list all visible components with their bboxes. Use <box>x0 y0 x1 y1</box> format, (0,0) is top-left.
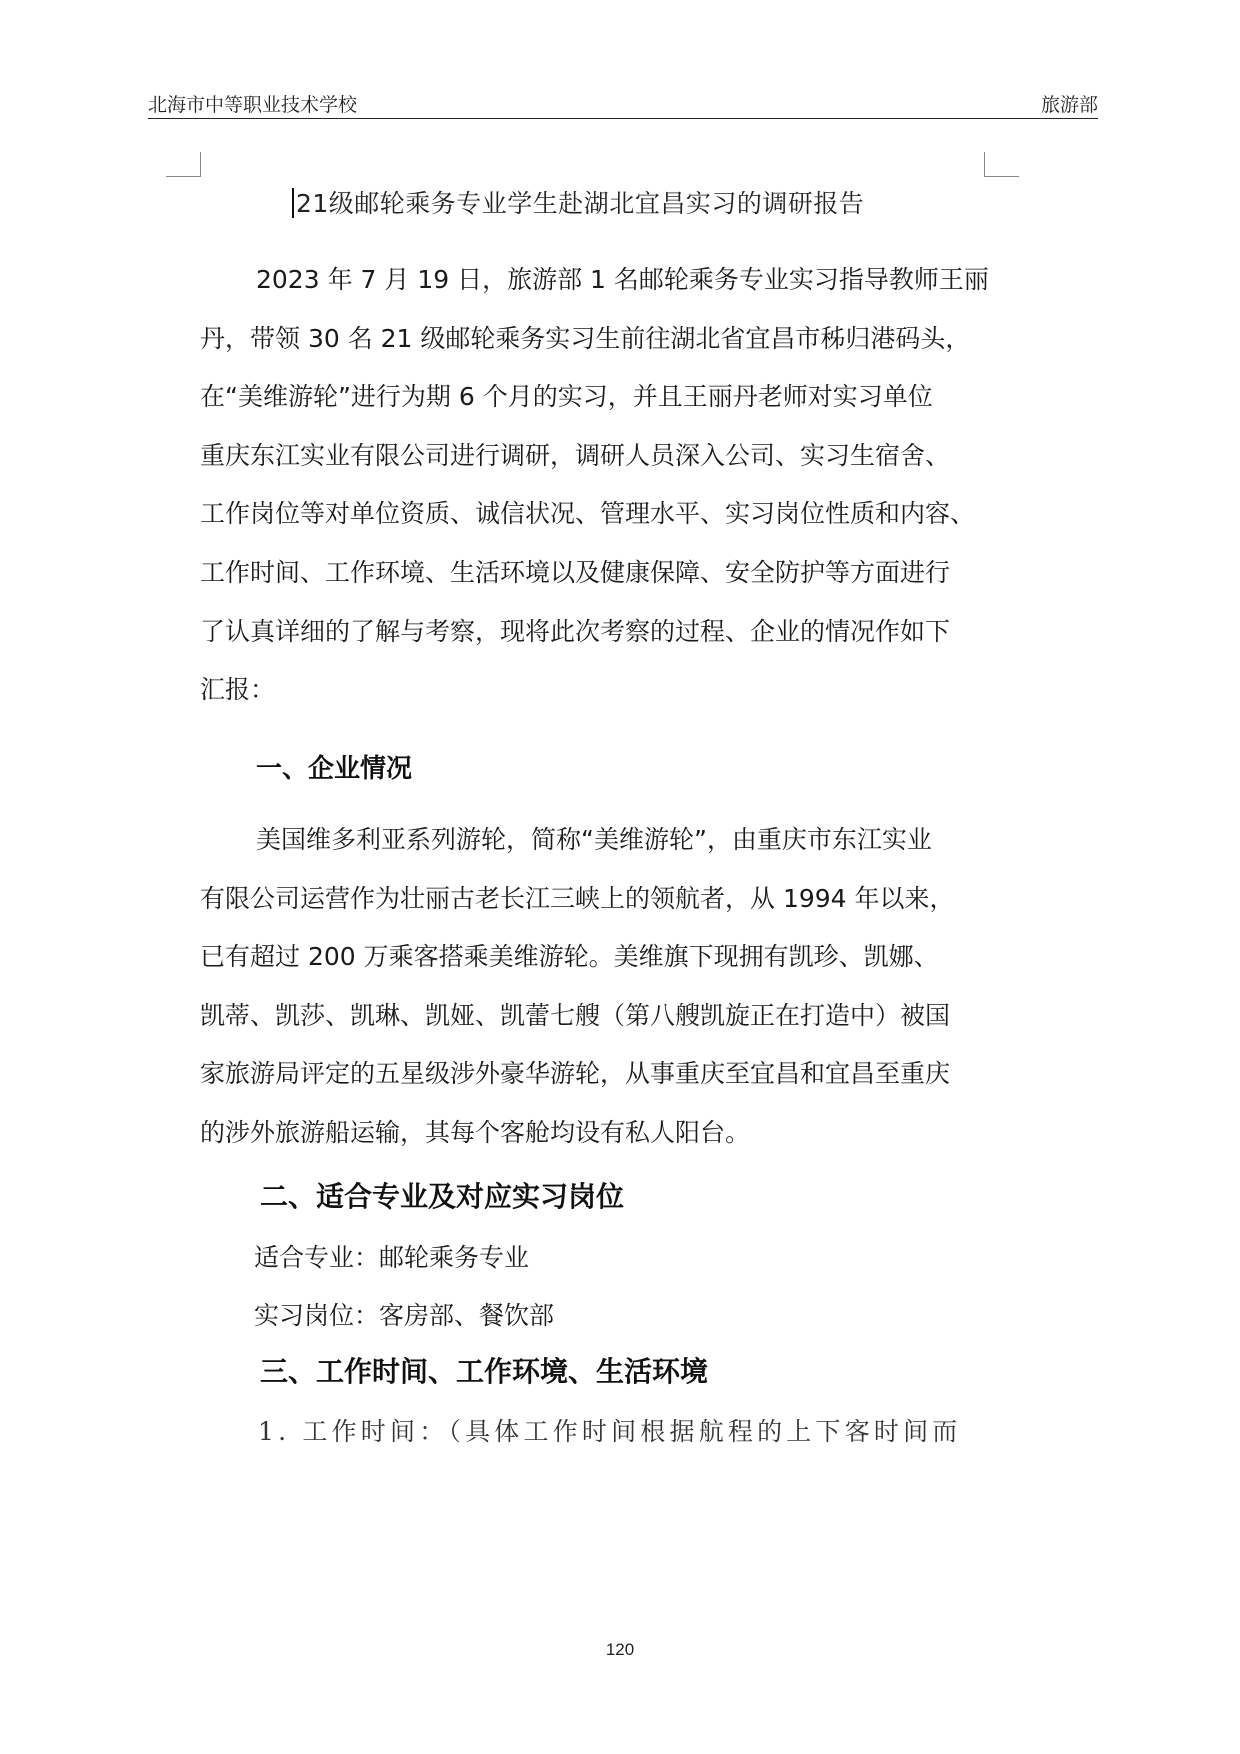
header-school-name: 北海市中等职业技术学校 <box>148 94 358 116</box>
work-time-item: 1. 工作时间：（具体工作时间根据航程的上下客时间而 <box>258 1417 962 1446</box>
intro-line: 重庆东江实业有限公司进行调研，调研人员深入公司、实习生宿舍、 <box>200 440 951 470</box>
enterprise-line: 有限公司运营作为壮丽古老长江三峡上的领航者，从 1994 年以来， <box>200 883 955 913</box>
intro-line: 2023 年 7 月 19 日，旅游部 1 名邮轮乘务专业实习指导教师王丽 <box>256 265 989 294</box>
suitable-major: 适合专业：邮轮乘务专业 <box>254 1243 530 1272</box>
intro-line: 汇报： <box>200 675 276 705</box>
section-heading-work-environment: 三、工作时间、工作环境、生活环境 <box>260 1355 709 1388</box>
enterprise-paragraph <box>200 811 990 1163</box>
header-department: 旅游部 <box>1040 94 1098 116</box>
enterprise-line: 凯蒂、凯莎、凯琳、凯娅、凯蕾七艘（第八艘凯旋正在打造中）被国 <box>200 1000 951 1030</box>
section-heading-enterprise: 一、企业情况 <box>256 754 413 784</box>
document-title <box>292 184 864 220</box>
internship-positions: 实习岗位：客房部、餐饮部 <box>254 1301 555 1330</box>
enterprise-line: 已有超过 200 万乘客搭乘美维游轮。美维旗下现拥有凯珍、凯娜、 <box>200 942 939 972</box>
enterprise-line: 的涉外旅游船运输，其每个客舱均设有私人阳台。 <box>200 1117 751 1147</box>
crop-mark-left <box>166 152 201 177</box>
intro-line: 了认真详细的了解与考察，现将此次考察的过程、企业的情况作如下 <box>200 616 951 646</box>
document-title-text: 21级邮轮乘务专业学生赴湖北宜昌实习的调研报告 <box>296 189 865 218</box>
running-header <box>148 86 1098 119</box>
text-caret <box>292 188 294 218</box>
intro-line: 在“美维游轮”进行为期 6 个月的实习，并且王丽丹老师对实习单位 <box>200 382 933 412</box>
intro-paragraph <box>200 251 990 720</box>
intro-line: 丹，带领 30 名 21 级邮轮乘务实习生前往湖北省宜昌市秭归港码头， <box>200 323 971 353</box>
enterprise-line: 美国维多利亚系列游轮，简称“美维游轮”，由重庆市东江实业 <box>256 825 932 854</box>
crop-mark-right <box>984 152 1019 177</box>
page-number: 120 <box>605 1640 635 1659</box>
intro-line: 工作时间、工作环境、生活环境以及健康保障、安全防护等方面进行 <box>200 557 951 587</box>
section-heading-majors: 二、适合专业及对应实习岗位 <box>260 1180 625 1213</box>
enterprise-line: 家旅游局评定的五星级涉外豪华游轮，从事重庆至宜昌和宜昌至重庆 <box>200 1059 951 1089</box>
intro-line: 工作岗位等对单位资质、诚信状况、管理水平、实习岗位性质和内容、 <box>200 499 976 529</box>
